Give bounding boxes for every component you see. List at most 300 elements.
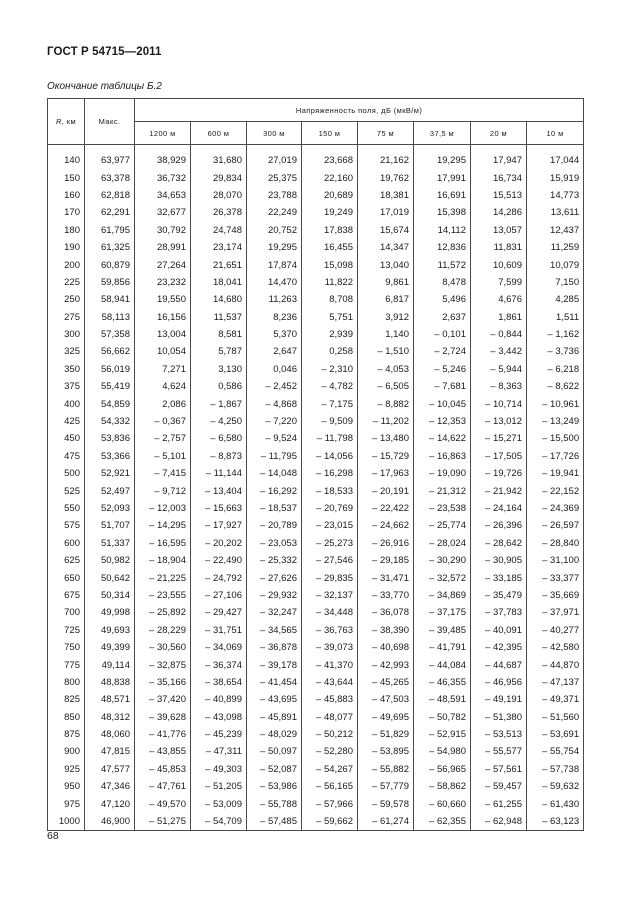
header-max: Макс. (85, 99, 135, 145)
cell-distance-km: 300 (48, 326, 85, 343)
cell-max: 47,120 (85, 795, 135, 812)
cell-value: – 34,448 (302, 604, 358, 621)
cell-value: 17,044 (527, 152, 584, 169)
cell-value: 0,046 (247, 361, 302, 378)
cell-value: – 47,311 (191, 743, 247, 760)
cell-value: – 58,862 (414, 778, 471, 795)
cell-max: 63,977 (85, 152, 135, 169)
table-row (48, 778, 584, 795)
cell-value: 1,511 (527, 309, 584, 326)
cell-distance-km: 650 (48, 569, 85, 586)
cell-value: 24,748 (191, 222, 247, 239)
cell-value: – 35,669 (527, 587, 584, 604)
cell-value: – 0,844 (471, 326, 527, 343)
table-row (48, 761, 584, 778)
header-distance: 20 м (471, 122, 527, 145)
cell-distance-km: 925 (48, 761, 85, 778)
table-row (48, 430, 584, 447)
cell-distance-km: 400 (48, 395, 85, 412)
cell-value: – 33,770 (358, 587, 414, 604)
spacer-row (48, 145, 584, 153)
cell-distance-km: 525 (48, 482, 85, 499)
cell-value: – 28,229 (135, 622, 191, 639)
table-row (48, 343, 584, 360)
cell-value: – 42,993 (358, 656, 414, 673)
cell-value: – 21,942 (471, 482, 527, 499)
cell-value: 2,939 (302, 326, 358, 343)
cell-value: – 49,303 (191, 761, 247, 778)
cell-value: – 10,714 (471, 395, 527, 412)
cell-value: 19,550 (135, 291, 191, 308)
cell-value: – 23,538 (414, 500, 471, 517)
cell-value: – 49,371 (527, 691, 584, 708)
cell-max: 61,795 (85, 222, 135, 239)
cell-value: 28,070 (191, 187, 247, 204)
header-distance: 75 м (358, 122, 414, 145)
cell-value: – 28,642 (471, 535, 527, 552)
cell-value: – 16,595 (135, 535, 191, 552)
cell-value: – 30,560 (135, 639, 191, 656)
cell-distance-km: 225 (48, 274, 85, 291)
cell-value: – 49,570 (135, 795, 191, 812)
cell-value: – 38,654 (191, 674, 247, 691)
cell-value: – 53,691 (527, 726, 584, 743)
table-row (48, 552, 584, 569)
cell-max: 48,312 (85, 709, 135, 726)
cell-value: – 45,239 (191, 726, 247, 743)
cell-value: 12,437 (527, 222, 584, 239)
cell-distance-km: 900 (48, 743, 85, 760)
table-row (48, 674, 584, 691)
cell-value: – 15,271 (471, 430, 527, 447)
cell-value: – 16,292 (247, 482, 302, 499)
table-row (48, 361, 584, 378)
cell-distance-km: 800 (48, 674, 85, 691)
cell-value: 14,470 (247, 274, 302, 291)
cell-max: 46,900 (85, 813, 135, 831)
cell-value: – 43,855 (135, 743, 191, 760)
cell-value: 4,624 (135, 378, 191, 395)
cell-distance-km: 160 (48, 187, 85, 204)
cell-value: – 0,367 (135, 413, 191, 430)
cell-distance-km: 850 (48, 709, 85, 726)
cell-distance-km: 500 (48, 465, 85, 482)
cell-value: – 37,175 (414, 604, 471, 621)
cell-max: 47,346 (85, 778, 135, 795)
cell-value: – 26,916 (358, 535, 414, 552)
cell-value: – 33,185 (471, 569, 527, 586)
cell-value: – 44,084 (414, 656, 471, 673)
cell-value: 15,513 (471, 187, 527, 204)
cell-value: – 31,100 (527, 552, 584, 569)
cell-value: 29,834 (191, 169, 247, 186)
cell-value: 12,836 (414, 239, 471, 256)
cell-value: 23,232 (135, 274, 191, 291)
cell-value: – 27,546 (302, 552, 358, 569)
cell-value: – 46,956 (471, 674, 527, 691)
cell-max: 47,815 (85, 743, 135, 760)
cell-distance-km: 975 (48, 795, 85, 812)
cell-value: 15,919 (527, 169, 584, 186)
cell-value: 5,751 (302, 309, 358, 326)
cell-value: – 46,355 (414, 674, 471, 691)
table-caption: Окончание таблицы Б.2 (47, 81, 162, 92)
cell-value: 18,381 (358, 187, 414, 204)
table-row (48, 152, 584, 169)
cell-distance-km: 475 (48, 448, 85, 465)
cell-value: – 61,430 (527, 795, 584, 812)
cell-value: – 14,048 (247, 465, 302, 482)
cell-value: – 34,869 (414, 587, 471, 604)
cell-value: – 15,500 (527, 430, 584, 447)
cell-value: 9,861 (358, 274, 414, 291)
header-distance: 10 м (527, 122, 584, 145)
table-row (48, 274, 584, 291)
cell-max: 53,366 (85, 448, 135, 465)
cell-value: – 62,948 (471, 813, 527, 831)
cell-value: – 30,905 (471, 552, 527, 569)
cell-value: – 10,961 (527, 395, 584, 412)
cell-max: 61,325 (85, 239, 135, 256)
cell-value: 16,734 (471, 169, 527, 186)
cell-value: – 43,098 (191, 709, 247, 726)
cell-value: – 51,205 (191, 778, 247, 795)
cell-value: – 29,427 (191, 604, 247, 621)
cell-value: – 10,045 (414, 395, 471, 412)
cell-value: – 21,312 (414, 482, 471, 499)
cell-value: 14,680 (191, 291, 247, 308)
cell-value: 7,150 (527, 274, 584, 291)
cell-value: – 48,591 (414, 691, 471, 708)
cell-value: 2,637 (414, 309, 471, 326)
table-row (48, 813, 584, 831)
cell-value: 28,991 (135, 239, 191, 256)
cell-value: 20,689 (302, 187, 358, 204)
cell-max: 52,093 (85, 500, 135, 517)
cell-value: – 7,681 (414, 378, 471, 395)
cell-value: – 13,404 (191, 482, 247, 499)
cell-value: – 11,795 (247, 448, 302, 465)
table-row (48, 309, 584, 326)
cell-max: 54,332 (85, 413, 135, 430)
cell-value: – 49,695 (358, 709, 414, 726)
cell-value: 19,249 (302, 204, 358, 221)
cell-distance-km: 425 (48, 413, 85, 430)
table-row (48, 691, 584, 708)
cell-value: 23,788 (247, 187, 302, 204)
cell-value: – 39,485 (414, 622, 471, 639)
cell-value: – 59,662 (302, 813, 358, 831)
cell-value: – 9,509 (302, 413, 358, 430)
cell-value: – 59,578 (358, 795, 414, 812)
cell-value: 1,140 (358, 326, 414, 343)
cell-value: – 50,782 (414, 709, 471, 726)
cell-value: – 12,353 (414, 413, 471, 430)
cell-value: – 40,091 (471, 622, 527, 639)
cell-value: 5,496 (414, 291, 471, 308)
cell-value: – 5,101 (135, 448, 191, 465)
cell-value: 19,295 (414, 152, 471, 169)
header-distance: 300 м (247, 122, 302, 145)
cell-value: – 15,729 (358, 448, 414, 465)
table-row (48, 569, 584, 586)
cell-distance-km: 375 (48, 378, 85, 395)
cell-value: – 4,053 (358, 361, 414, 378)
cell-value: – 29,835 (302, 569, 358, 586)
cell-value: 10,609 (471, 256, 527, 273)
cell-value: – 45,883 (302, 691, 358, 708)
cell-value: 34,653 (135, 187, 191, 204)
cell-value: – 17,963 (358, 465, 414, 482)
cell-value: 10,079 (527, 256, 584, 273)
cell-value: – 57,485 (247, 813, 302, 831)
cell-value: – 54,980 (414, 743, 471, 760)
cell-value: 23,174 (191, 239, 247, 256)
cell-value: – 12,003 (135, 500, 191, 517)
cell-value: 15,098 (302, 256, 358, 273)
header-field-strength: Напряженность поля, дБ (мкВ/м) (135, 99, 584, 122)
cell-value: 14,347 (358, 239, 414, 256)
table-row (48, 709, 584, 726)
cell-distance-km: 875 (48, 726, 85, 743)
cell-value: – 37,971 (527, 604, 584, 621)
cell-value: 8,708 (302, 291, 358, 308)
cell-value: – 16,298 (302, 465, 358, 482)
table-row (48, 326, 584, 343)
cell-value: – 44,687 (471, 656, 527, 673)
cell-value: 0,258 (302, 343, 358, 360)
table-row (48, 639, 584, 656)
cell-value: 32,677 (135, 204, 191, 221)
cell-value: – 35,166 (135, 674, 191, 691)
cell-value: – 55,577 (471, 743, 527, 760)
cell-value: – 18,533 (302, 482, 358, 499)
cell-value: – 24,369 (527, 500, 584, 517)
cell-value: – 45,265 (358, 674, 414, 691)
cell-max: 56,662 (85, 343, 135, 360)
cell-value: – 54,267 (302, 761, 358, 778)
cell-value: – 23,015 (302, 517, 358, 534)
cell-value: – 25,892 (135, 604, 191, 621)
cell-value: – 11,144 (191, 465, 247, 482)
cell-max: 55,419 (85, 378, 135, 395)
cell-value: – 4,868 (247, 395, 302, 412)
cell-value: – 37,783 (471, 604, 527, 621)
table-row (48, 378, 584, 395)
cell-value: 13,057 (471, 222, 527, 239)
cell-value: 5,787 (191, 343, 247, 360)
cell-value: – 44,870 (527, 656, 584, 673)
table-row (48, 500, 584, 517)
cell-value: – 29,932 (247, 587, 302, 604)
cell-value: – 51,380 (471, 709, 527, 726)
cell-value: 11,259 (527, 239, 584, 256)
cell-value: – 18,904 (135, 552, 191, 569)
cell-distance-km: 825 (48, 691, 85, 708)
cell-value: – 61,255 (471, 795, 527, 812)
cell-max: 50,314 (85, 587, 135, 604)
table-row (48, 291, 584, 308)
cell-value: 10,054 (135, 343, 191, 360)
cell-value: – 30,290 (414, 552, 471, 569)
cell-value: 19,762 (358, 169, 414, 186)
cell-value: 17,991 (414, 169, 471, 186)
cell-value: – 17,726 (527, 448, 584, 465)
cell-value: – 41,791 (414, 639, 471, 656)
cell-distance-km: 180 (48, 222, 85, 239)
cell-distance-km: 250 (48, 291, 85, 308)
cell-value: – 36,878 (247, 639, 302, 656)
cell-max: 59,856 (85, 274, 135, 291)
cell-value: – 11,202 (358, 413, 414, 430)
cell-value: – 54,709 (191, 813, 247, 831)
cell-value: – 2,452 (247, 378, 302, 395)
cell-value: 14,286 (471, 204, 527, 221)
cell-value: – 31,751 (191, 622, 247, 639)
cell-value: 3,912 (358, 309, 414, 326)
cell-value: 4,676 (471, 291, 527, 308)
cell-value: – 38,390 (358, 622, 414, 639)
cell-value: 7,599 (471, 274, 527, 291)
cell-max: 58,941 (85, 291, 135, 308)
cell-max: 51,337 (85, 535, 135, 552)
cell-value: – 48,077 (302, 709, 358, 726)
cell-value: – 15,663 (191, 500, 247, 517)
cell-max: 62,291 (85, 204, 135, 221)
cell-value: – 8,882 (358, 395, 414, 412)
cell-value: 31,680 (191, 152, 247, 169)
cell-distance-km: 275 (48, 309, 85, 326)
table-row (48, 656, 584, 673)
cell-value: – 53,009 (191, 795, 247, 812)
cell-max: 63,378 (85, 169, 135, 186)
cell-value: – 23,053 (247, 535, 302, 552)
cell-value: 11,537 (191, 309, 247, 326)
cell-value: – 11,798 (302, 430, 358, 447)
cell-value: 8,478 (414, 274, 471, 291)
cell-value: 5,370 (247, 326, 302, 343)
cell-value: – 6,218 (527, 361, 584, 378)
cell-value: – 32,247 (247, 604, 302, 621)
cell-value: – 57,738 (527, 761, 584, 778)
cell-value: 6,817 (358, 291, 414, 308)
cell-value: – 47,137 (527, 674, 584, 691)
cell-distance-km: 140 (48, 152, 85, 169)
table-body (48, 145, 584, 831)
cell-value: – 45,891 (247, 709, 302, 726)
cell-value: – 62,355 (414, 813, 471, 831)
cell-value: – 56,965 (414, 761, 471, 778)
cell-value: 16,455 (302, 239, 358, 256)
cell-value: – 51,829 (358, 726, 414, 743)
cell-value: – 5,944 (471, 361, 527, 378)
cell-value: 4,285 (527, 291, 584, 308)
cell-value: – 19,726 (471, 465, 527, 482)
header-distance: 150 м (302, 122, 358, 145)
cell-value: – 59,457 (471, 778, 527, 795)
cell-distance-km: 1000 (48, 813, 85, 831)
cell-value: – 52,087 (247, 761, 302, 778)
cell-value: 1,861 (471, 309, 527, 326)
cell-distance-km: 600 (48, 535, 85, 552)
cell-value: – 9,524 (247, 430, 302, 447)
cell-value: – 48,029 (247, 726, 302, 743)
cell-value: – 17,927 (191, 517, 247, 534)
cell-value: – 42,395 (471, 639, 527, 656)
cell-max: 53,836 (85, 430, 135, 447)
cell-value: – 8,622 (527, 378, 584, 395)
table-row (48, 743, 584, 760)
cell-value: – 50,097 (247, 743, 302, 760)
cell-value: 27,019 (247, 152, 302, 169)
table-row (48, 395, 584, 412)
cell-value: 14,112 (414, 222, 471, 239)
cell-value: – 16,863 (414, 448, 471, 465)
cell-value: – 31,471 (358, 569, 414, 586)
table-row (48, 448, 584, 465)
cell-value: – 60,660 (414, 795, 471, 812)
table-row (48, 239, 584, 256)
cell-value: 2,086 (135, 395, 191, 412)
cell-value: – 28,024 (414, 535, 471, 552)
table-row (48, 256, 584, 273)
cell-value: – 24,792 (191, 569, 247, 586)
cell-value: – 53,513 (471, 726, 527, 743)
cell-value: – 51,275 (135, 813, 191, 831)
cell-value: – 27,626 (247, 569, 302, 586)
cell-value: – 5,246 (414, 361, 471, 378)
cell-value: – 19,941 (527, 465, 584, 482)
cell-value: – 50,212 (302, 726, 358, 743)
cell-max: 47,577 (85, 761, 135, 778)
cell-value: – 34,069 (191, 639, 247, 656)
cell-value: – 20,769 (302, 500, 358, 517)
cell-value: 15,674 (358, 222, 414, 239)
cell-distance-km: 325 (48, 343, 85, 360)
cell-max: 50,982 (85, 552, 135, 569)
cell-value: 23,668 (302, 152, 358, 169)
cell-distance-km: 200 (48, 256, 85, 273)
cell-value: – 21,225 (135, 569, 191, 586)
cell-value: – 57,779 (358, 778, 414, 795)
cell-value: 11,263 (247, 291, 302, 308)
cell-value: – 9,712 (135, 482, 191, 499)
cell-value: – 53,986 (247, 778, 302, 795)
cell-max: 49,399 (85, 639, 135, 656)
cell-value: 30,792 (135, 222, 191, 239)
cell-value: – 55,754 (527, 743, 584, 760)
cell-value: – 57,561 (471, 761, 527, 778)
cell-value: 8,236 (247, 309, 302, 326)
header-distance: 37,5 м (414, 122, 471, 145)
cell-value: 3,130 (191, 361, 247, 378)
cell-value: – 45,853 (135, 761, 191, 778)
cell-max: 49,998 (85, 604, 135, 621)
cell-value: 17,019 (358, 204, 414, 221)
cell-value: – 28,840 (527, 535, 584, 552)
cell-value: – 61,274 (358, 813, 414, 831)
cell-value: – 7,415 (135, 465, 191, 482)
cell-value: – 51,560 (527, 709, 584, 726)
cell-value: – 34,565 (247, 622, 302, 639)
cell-value: – 0,101 (414, 326, 471, 343)
cell-value: – 1,510 (358, 343, 414, 360)
cell-value: – 39,628 (135, 709, 191, 726)
cell-value: 19,295 (247, 239, 302, 256)
cell-value: – 18,537 (247, 500, 302, 517)
cell-value: – 22,152 (527, 482, 584, 499)
cell-value: – 1,162 (527, 326, 584, 343)
